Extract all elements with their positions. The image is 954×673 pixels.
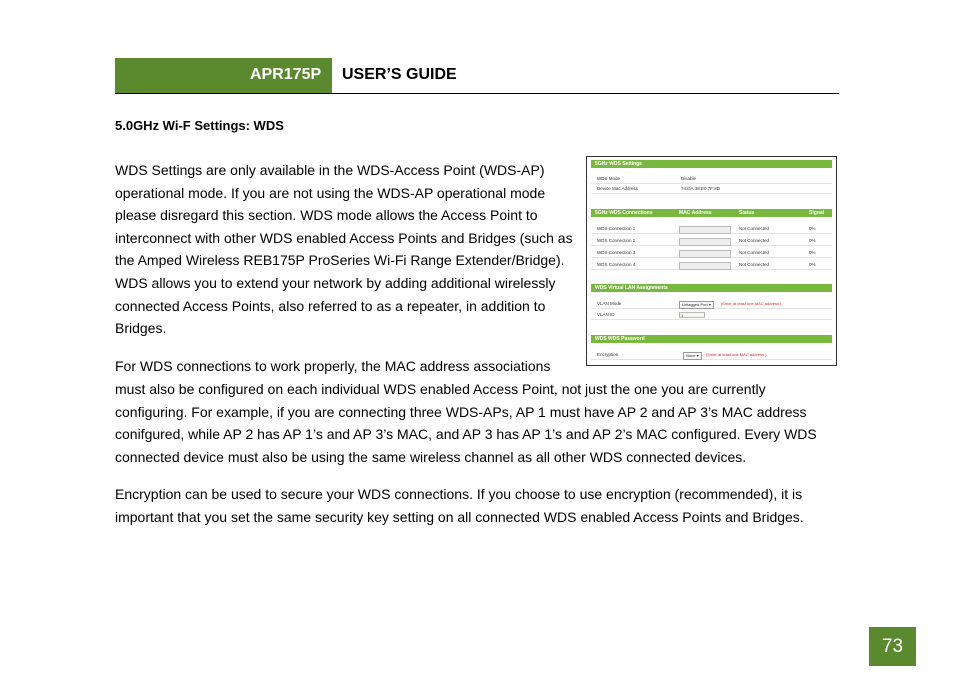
- connection-status: Not Connected: [739, 238, 770, 243]
- vlan-mode-note: (Enter at least one MAC address.): [721, 301, 782, 306]
- vlan-mode-row: [591, 299, 832, 309]
- connection-signal: 0%: [809, 250, 816, 255]
- connection-signal: 0%: [809, 238, 816, 243]
- wds-vlan-header: WDS Virtual LAN Assignments: [591, 284, 832, 292]
- wds-password-header: WDS WDS Password: [591, 335, 832, 343]
- mac-address-input[interactable]: [679, 238, 731, 246]
- connections-col-status: Status: [739, 210, 755, 216]
- vlan-id-input[interactable]: 1: [679, 312, 705, 318]
- connection-label: WDS Connection 2: [597, 238, 636, 243]
- connections-col-name: 5GHz WDS Connections: [595, 210, 653, 216]
- encryption-select[interactable]: None ▾: [683, 352, 702, 360]
- mac-address-input[interactable]: [679, 226, 731, 234]
- wds-settings-screenshot: [586, 156, 837, 366]
- product-name: APR175P: [250, 66, 322, 83]
- paragraph-mac-lead: For WDS connections to work properly, the MAC address associations: [115, 358, 551, 374]
- mac-address-input[interactable]: [679, 250, 731, 258]
- vlan-mode-select[interactable]: Untagged Port ▾: [679, 301, 714, 309]
- table-row: [591, 224, 832, 234]
- mac-address-input[interactable]: [679, 262, 731, 270]
- connections-col-mac: MAC Address: [679, 210, 712, 216]
- connection-label: WDS Connection 1: [597, 226, 636, 231]
- table-row: [591, 236, 832, 246]
- table-row: [591, 248, 832, 258]
- vlan-mode-label: VLAN Mode: [597, 301, 622, 306]
- wds-settings-header: 5GHz WDS Settings: [591, 160, 832, 168]
- paragraph-encryption: Encryption can be used to secure your WDS connections. If you choose to use encryption (recommended), it is important that you set the same security key setting on all connected WDS enabled Access Points and Bridges.: [115, 486, 804, 525]
- device-mac-label: Device Mac Address: [597, 186, 639, 191]
- connection-signal: 0%: [809, 262, 816, 267]
- connection-status: Not Connected: [739, 226, 770, 231]
- wds-connections-header: [591, 209, 832, 217]
- table-row: [591, 260, 832, 270]
- device-mac-row: [591, 184, 832, 194]
- encryption-note: (Enter at least one MAC address.): [706, 352, 767, 357]
- encryption-label: Encryption: [597, 352, 619, 357]
- connection-signal: 0%: [809, 226, 816, 231]
- encryption-row: [591, 350, 832, 360]
- connection-status: Not Connected: [739, 250, 770, 255]
- header-divider: [115, 93, 839, 94]
- section-title: 5.0GHz Wi-F Settings: WDS: [115, 118, 284, 133]
- page-number: 73: [869, 627, 916, 666]
- paragraph-mac-associations: must also be configured on each individual WDS enabled Access Point, not just the one you are currently configuring. For example, if you are connecting three WDS-APs, AP 1 must have AP 2 and AP 3’s MAC address conifgured, while AP 2 has AP 1’s and AP 3’s MAC, and AP 3 has AP 1’s and AP 2’s MAC configured. Every WDS connected device must also be using the same wireless channel as all other WDS connected devices.: [115, 381, 817, 465]
- connections-col-signal: Signal: [809, 210, 825, 216]
- wds-mode-label: WDS Mode: [597, 176, 621, 181]
- vlan-id-row: [591, 310, 832, 320]
- vlan-id-label: VLAN ID: [597, 312, 615, 317]
- connection-label: WDS Connection 3: [597, 250, 636, 255]
- guide-title: USER’S GUIDE: [342, 66, 457, 83]
- device-mac-value: 74:DA:38:E0:7F:8D: [681, 186, 721, 191]
- wds-mode-value[interactable]: Disable: [681, 176, 697, 181]
- connection-label: WDS Connection 4: [597, 262, 636, 267]
- paragraph-wds-intro: WDS Settings are only available in the WDS-Access Point (WDS-AP) operational mode. If you are not using the WDS-AP operational mode please disregard this section. WDS mode allows the Access Point to interconnect with other WDS enabled Access Points and Bridges (such as the Amped Wireless REB175P ProSeries Wi-Fi Range Extender/Bridge). WDS allows you to extend your network by adding additional wirelessly connected Access Points, also referred to as a repeater, in addition to Bridges.: [115, 162, 573, 337]
- wds-mode-row: [591, 174, 832, 184]
- connection-status: Not Connected: [739, 262, 770, 267]
